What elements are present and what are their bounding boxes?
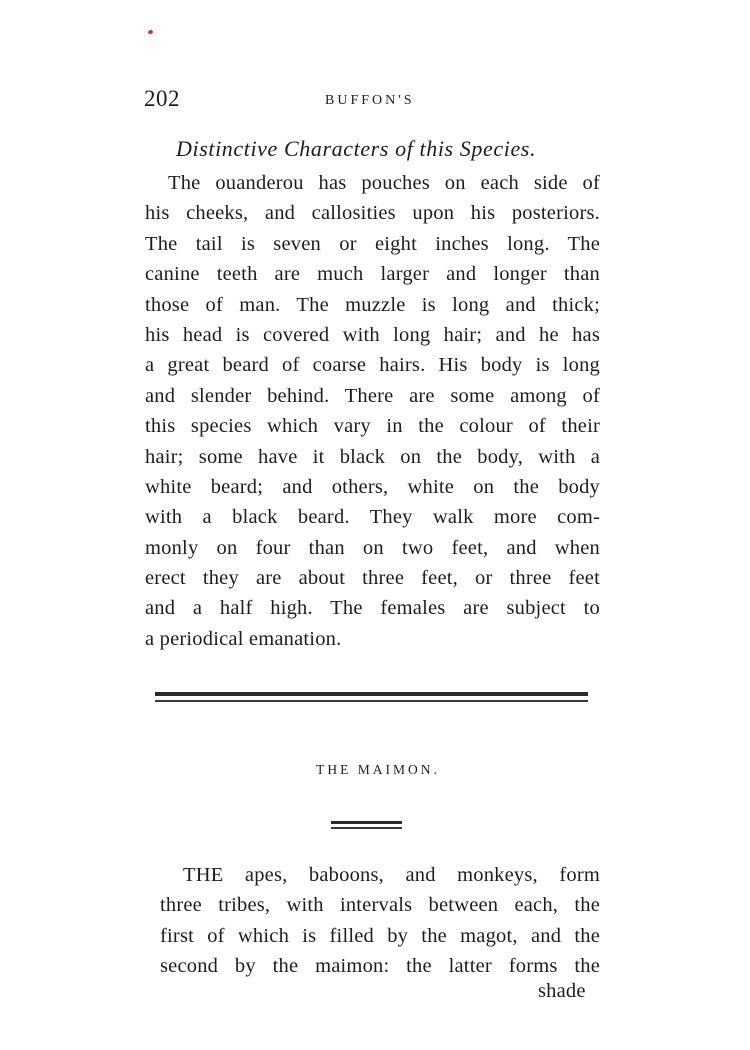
- section-divider-thick: [155, 692, 588, 696]
- running-head: BUFFON'S: [325, 93, 415, 108]
- paragraph-line: three tribes, with intervals between each, the: [160, 894, 600, 917]
- paragraph-line: first of which is filled by the magot, and the: [160, 924, 600, 947]
- paragraph-line: those of man. The muzzle is long and thick;: [145, 293, 600, 316]
- paragraph-line: The ouanderou has pouches on each side of: [168, 172, 600, 194]
- page-header: [0, 86, 750, 116]
- paragraph-line: white beard; and others, white on the body: [145, 475, 600, 498]
- paragraph-line: a periodical emanation.: [145, 627, 342, 650]
- heading-rule-thick: [331, 821, 402, 824]
- page-number: 202: [144, 86, 180, 111]
- paragraph-line: this species which vary in the colour of their: [145, 415, 600, 438]
- chapter-heading: THE MAIMON.: [316, 762, 440, 777]
- paragraph-line: his head is covered with long hair; and he has: [145, 323, 600, 346]
- catchword: shade: [538, 980, 586, 1002]
- paragraph-line: a great beard of coarse hairs. His body is long: [145, 354, 600, 377]
- heading-rule-thin: [331, 827, 402, 829]
- species-paragraph: [145, 168, 600, 654]
- ink-mark: [147, 29, 153, 34]
- paragraph-line: second by the maimon: the latter forms the: [160, 955, 600, 978]
- paragraph-line: his cheeks, and callosities upon his posteriors.: [145, 202, 600, 225]
- paragraph-line: hair; some have it black on the body, with a: [145, 445, 600, 468]
- chapter-paragraph: [160, 860, 600, 982]
- paragraph-line: canine teeth are much larger and longer than: [145, 263, 600, 286]
- paragraph-line: and a half high. The females are subject to: [145, 597, 600, 620]
- paragraph-line: with a black beard. They walk more com-: [145, 506, 600, 529]
- paragraph-line: THE apes, baboons, and monkeys, form: [183, 864, 600, 886]
- paragraph-line: The tail is seven or eight inches long. The: [145, 232, 600, 255]
- paragraph-line: and slender behind. There are some among of: [145, 384, 600, 407]
- section-title: Distinctive Characters of this Species.: [176, 136, 537, 161]
- paragraph-line: monly on four than on two feet, and when: [145, 536, 600, 559]
- paragraph-line: erect they are about three feet, or three feet: [145, 567, 600, 590]
- section-divider-thin: [155, 700, 588, 702]
